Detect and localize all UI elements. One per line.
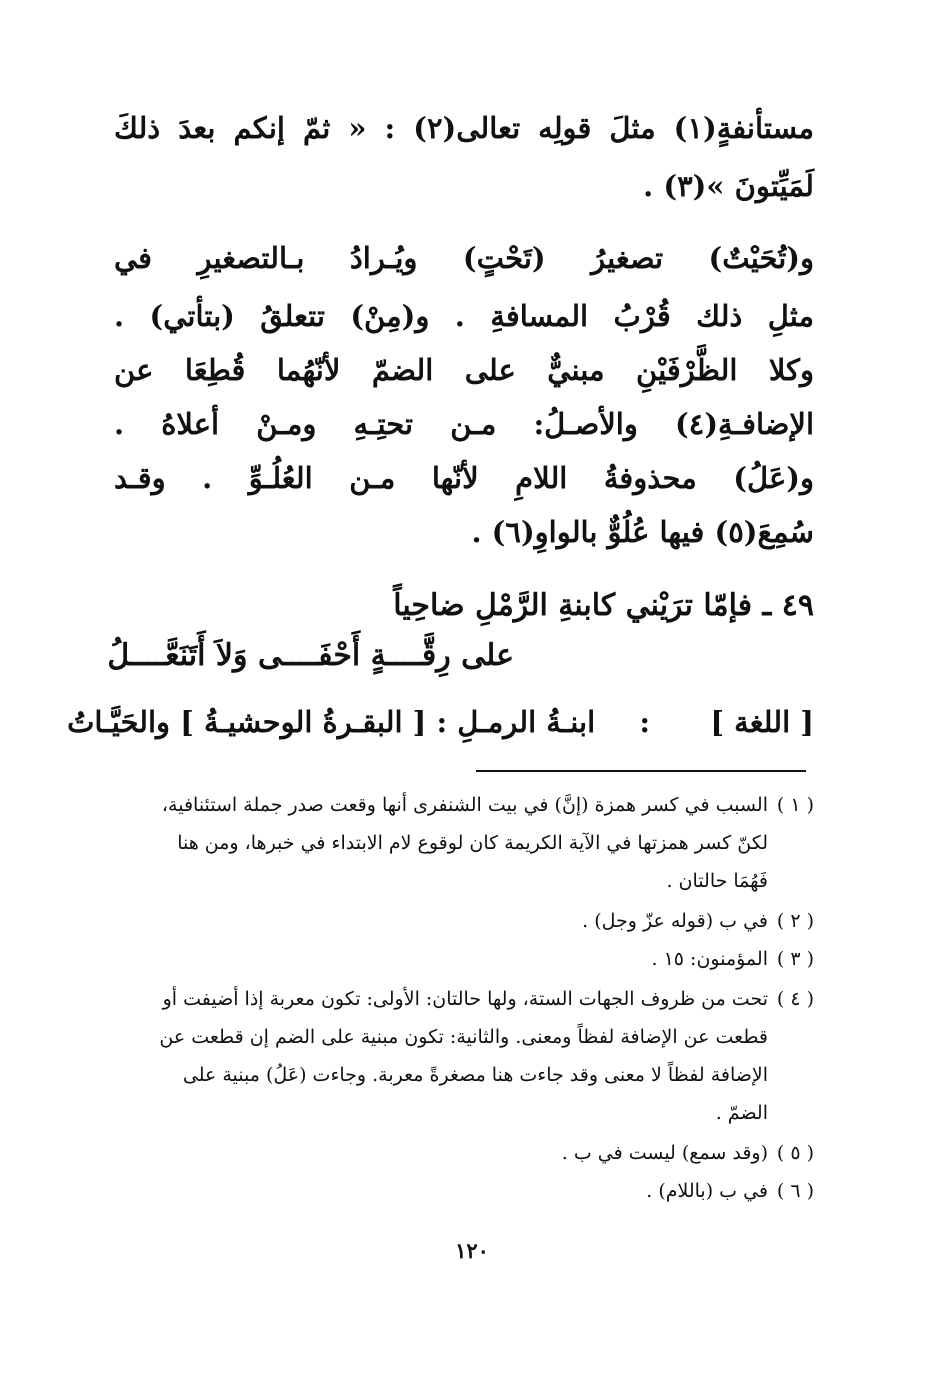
- lugha-text: ابنـةُ الرمـلِ : [ البقـرةُ الوحشيـةُ ] والحَيَّـاتُ: [67, 705, 596, 739]
- footnote-text: السبب في كسر همزة (إنَّ) في بيت الشنفرى أنها وقعت صدر جملة استئنافية،: [161, 794, 768, 816]
- footnote-continuation: فَهُمَا حالتان .: [666, 870, 768, 892]
- body-line: الإضافـةِ(٤) والأصـلُ: مـن تحتِـهِ ومـنْ أعلاهُ .: [114, 407, 814, 441]
- footnote-number: ( ١ ): [776, 794, 814, 816]
- footnote: [114, 984, 814, 1014]
- lugha-line: [67, 702, 814, 742]
- footnote-text: (وقد سمع) ليست في ب .: [561, 1142, 768, 1164]
- verse-line-2: على رِقَّــــةٍ أَحْفَــــى وَلاَ أَتَنَعَّــــلُ: [107, 638, 514, 673]
- lugha-separator: :: [639, 705, 651, 739]
- body-line: وكلا الظَّرْفَيْنِ مبنيٌّ على الضمّ لأنّهُما قُطِعَا عن: [114, 353, 814, 387]
- footnote-number: ( ٣ ): [776, 948, 814, 970]
- footnote-number: ( ٦ ): [776, 1180, 814, 1202]
- footnote-text: تحت من ظروف الجهات الستة، ولها حالتان: الأولى: تكون معربة إذا أضيفت أو: [162, 988, 768, 1010]
- footnote-continuation: قطعت عن الإضافة لفظاً ومعنى. والثانية: تكون مبنية على الضم إن قطعت عن: [159, 1026, 768, 1048]
- body-line: و(تُحَيْتٌ) تصغيرُ (تَحْتٍ) ويُـرادُ بـالتصغيرِ في: [114, 241, 814, 275]
- footnote-rule: [476, 770, 806, 772]
- body-line: و(عَلُ) محذوفةُ اللامِ لأنّها مـن العُلُـوِّ . وقـد: [114, 461, 814, 495]
- lugha-label: [ اللغة ]: [710, 705, 814, 739]
- body-line: سُمِعَ(٥) فيها عُلُوٌّ بالواوِ(٦) .: [471, 515, 814, 549]
- footnote: [114, 1176, 814, 1206]
- footnote-text: في ب (باللام) .: [646, 1180, 768, 1202]
- footnote-continuation: الضمّ .: [715, 1102, 768, 1124]
- footnote-text: في ب (قوله عزّ وجل) .: [582, 910, 768, 932]
- footnote-number: ( ٥ ): [776, 1142, 814, 1164]
- footnote-number: ( ٤ ): [776, 988, 814, 1010]
- page-number: ١٢٠: [455, 1238, 489, 1263]
- body-line: مثلِ ذلك قُرْبُ المسافةِ . و(مِنْ) تتعلقُ (بتأتي) .: [114, 299, 814, 333]
- footnote: [114, 790, 814, 820]
- footnote-continuation: الإضافة لفظاً لا معنى وقد جاءت هنا مصغرةً معربة. وجاءت (عَلُ) مبنية على: [182, 1064, 768, 1086]
- footnote: [114, 1138, 814, 1168]
- footnote-continuation: لكنّ كسر همزتها في الآية الكريمة كان لوقوع لام الابتداء في خبرها، ومن هنا: [177, 832, 768, 854]
- body-line: لَمَيِّتونَ »(٣) .: [643, 169, 814, 203]
- verse-line-1: ٤٩ ـ فإمّا ترَيْني كابنةِ الرَّمْلِ ضاحِياً: [393, 588, 814, 623]
- body-line: مستأنفةٍ(١) مثلَ قولِه تعالى(٢) : « ثمّ إنكم بعدَ ذلكَ: [114, 111, 814, 145]
- footnote: [114, 944, 814, 974]
- footnote: [114, 906, 814, 936]
- footnote-number: ( ٢ ): [776, 910, 814, 932]
- footnote-text: المؤمنون: ١٥ .: [651, 948, 768, 970]
